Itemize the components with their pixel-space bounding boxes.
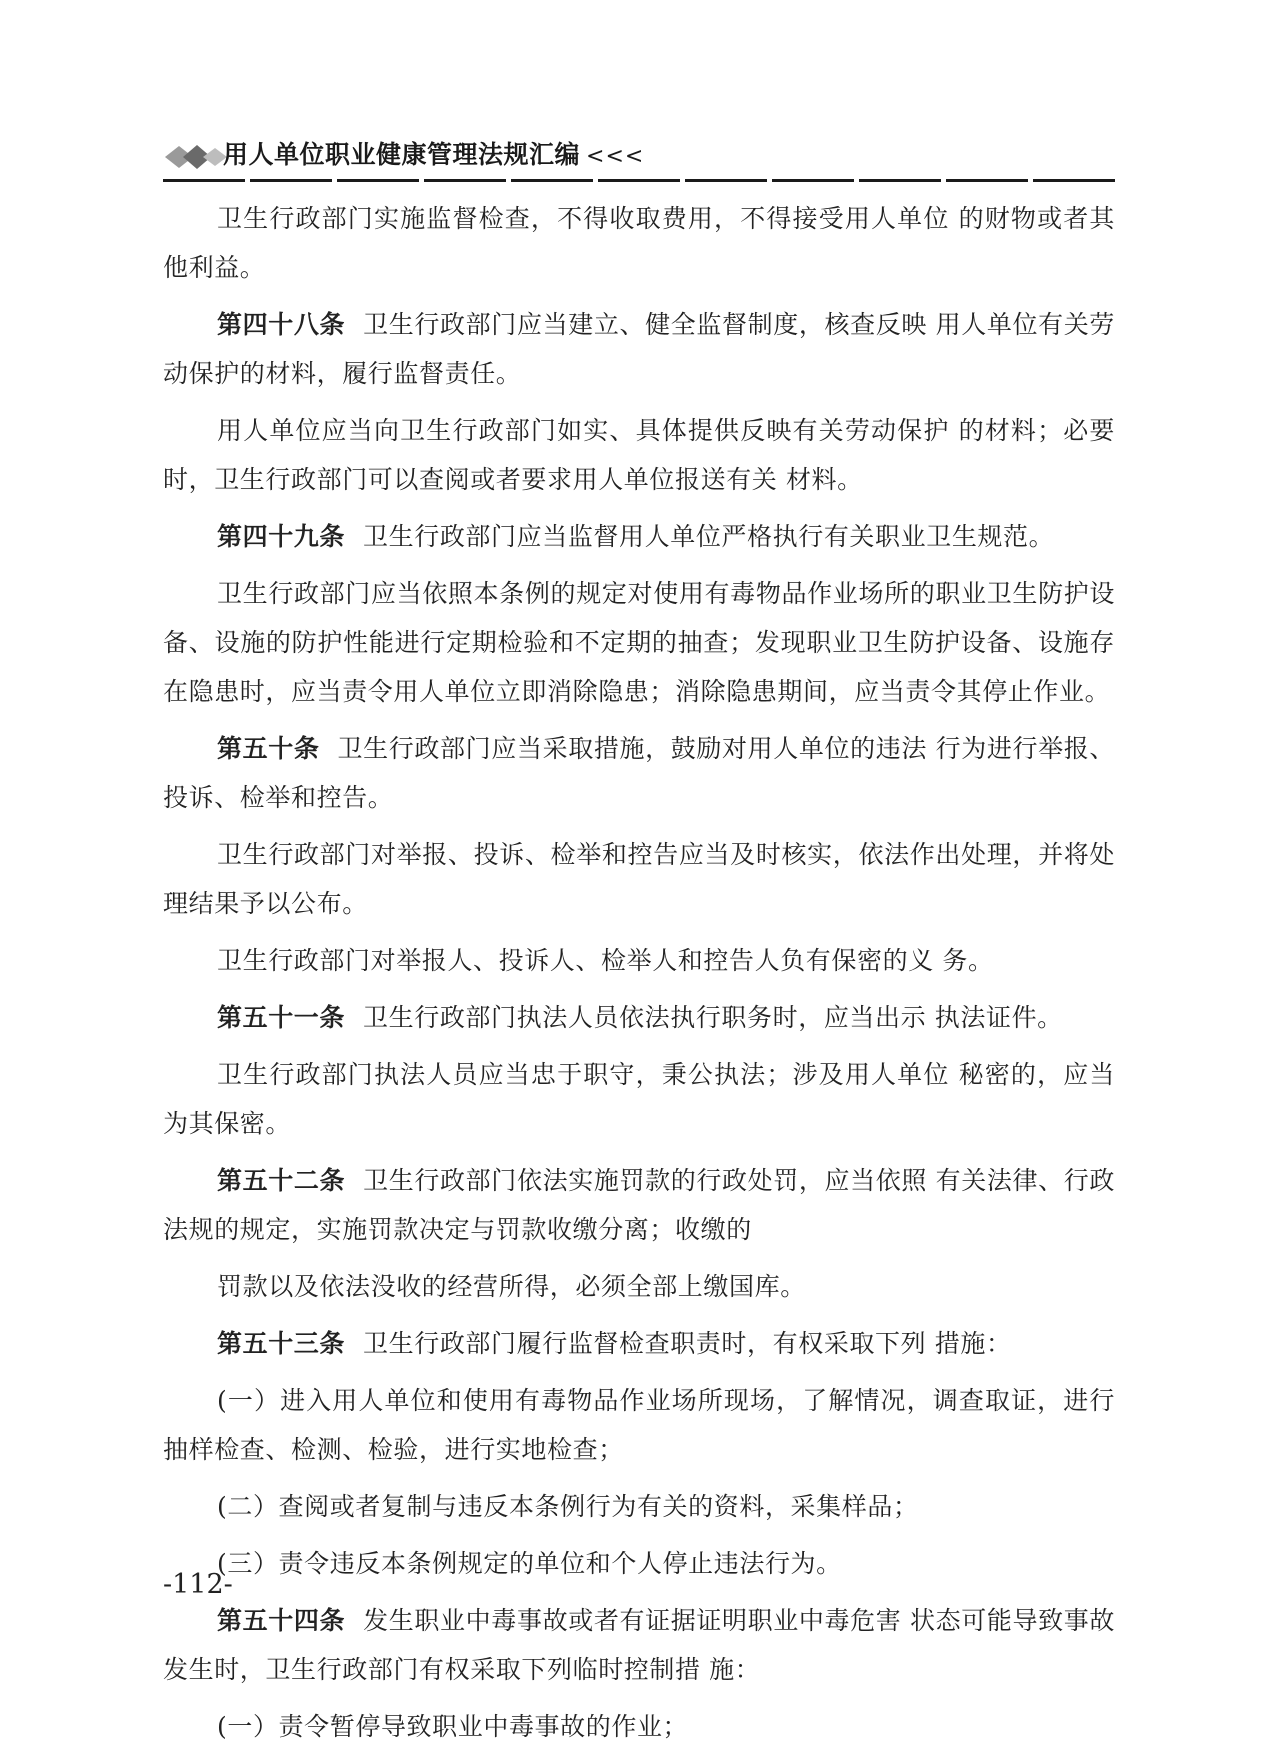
paragraph-text: 卫生行政部门执法人员依法执行职务时，应当出示 执法证件。 — [363, 1003, 1063, 1032]
paragraph — [163, 569, 1115, 716]
paragraph-text: 卫生行政部门对举报人、投诉人、检举人和控告人负有保密的义 务。 — [217, 946, 994, 975]
paragraph-text: (一）责令暂停导致职业中毒事故的作业； — [217, 1712, 689, 1741]
article-number: 第五十三条 — [217, 1329, 346, 1358]
article-number: 第四十八条 — [217, 310, 346, 339]
article-number: 第五十二条 — [217, 1166, 346, 1195]
book-title-text: 用人单位职业健康管理法规汇编 — [223, 140, 581, 169]
paragraph-text: 用人单位应当向卫生行政部门如实、具体提供反映有关劳动保护 的材料；必要时，卫生行政部门可以查阅或者要求用人单位报送有关 材料。 — [163, 416, 1115, 494]
paragraph-text: 卫生行政部门依法实施罚款的行政处罚，应当依照 有关法律、行政法规的规定，实施罚款决定与罚款收缴分离；收缴的 — [163, 1166, 1115, 1244]
article-number: 第五十四条 — [217, 1606, 346, 1635]
page-body — [163, 194, 1115, 1759]
paragraph-text: (一）进入用人单位和使用有毒物品作业场所现场，了解情况，调查取证，进行抽样检查、检测、检验，进行实地检查； — [163, 1386, 1115, 1464]
paragraph — [163, 1596, 1115, 1694]
paragraph-text: 卫生行政部门应当依照本条例的规定对使用有毒物品作业场所的职业卫生防护设备、设施的防护性能进行定期检验和不定期的抽查；发现职业卫生防护设备、设施存在隐患时，应当责令用人单位立即消除隐患；消除隐患期间，应当责令其停止作业。 — [163, 579, 1115, 706]
paragraph — [163, 1482, 1115, 1531]
paragraph-text: 卫生行政部门应当监督用人单位严格执行有关职业卫生规范。 — [363, 522, 1055, 551]
paragraph-text: 卫生行政部门应当建立、健全监督制度，核查反映 用人单位有关劳动保护的材料，履行监督责任。 — [163, 310, 1115, 388]
paragraph — [163, 830, 1115, 928]
paragraph — [163, 1702, 1115, 1751]
paragraph — [163, 406, 1115, 504]
paragraph-text: 罚款以及依法没收的经营所得，必须全部上缴国库。 — [217, 1272, 806, 1301]
paragraph-text: 卫生行政部门执法人员应当忠于职守，秉公执法；涉及用人单位 秘密的，应当为其保密。 — [163, 1060, 1115, 1138]
article-number: 第五十一条 — [217, 1003, 346, 1032]
paragraph — [163, 936, 1115, 985]
paragraph — [163, 1156, 1115, 1254]
paragraph — [163, 993, 1115, 1042]
article-number: 第四十九条 — [217, 522, 346, 551]
running-header — [163, 136, 1115, 186]
paragraph-text: 卫生行政部门履行监督检查职责时，有权采取下列 措施： — [363, 1329, 1012, 1358]
paragraph — [163, 300, 1115, 398]
double-diamond-logo-icon — [163, 142, 231, 172]
paragraph-text: 卫生行政部门实施监督检查，不得收取费用，不得接受用人单位 的财物或者其他利益。 — [163, 204, 1115, 282]
paragraph — [163, 1539, 1115, 1588]
paragraph — [163, 1319, 1115, 1368]
paragraph — [163, 1376, 1115, 1474]
paragraph-text: 卫生行政部门应当采取措施，鼓励对用人单位的违法 行为进行举报、投诉、检举和控告。 — [163, 734, 1115, 812]
paragraph-text: (二）查阅或者复制与违反本条例行为有关的资料，采集样品； — [217, 1492, 919, 1521]
paragraph — [163, 194, 1115, 292]
paragraph — [163, 724, 1115, 822]
paragraph — [163, 512, 1115, 561]
paragraph-text: 卫生行政部门对举报、投诉、检举和控告应当及时核实，依法作出处理，并将处理结果予以公布。 — [163, 840, 1115, 918]
article-number: 第五十条 — [217, 734, 320, 763]
paragraph — [163, 1262, 1115, 1311]
paragraph-text: 发生职业中毒事故或者有证据证明职业中毒危害 状态可能导致事故发生时，卫生行政部门有权采取下列临时控制措 施： — [163, 1606, 1115, 1684]
header-divider — [163, 179, 1115, 183]
paragraph-text: (三）责令违反本条例规定的单位和个人停止违法行为。 — [217, 1549, 842, 1578]
chevrons-icon: <<< — [586, 144, 645, 169]
paragraph — [163, 1050, 1115, 1148]
page-number: -112- — [163, 1569, 233, 1600]
book-title — [223, 138, 644, 174]
